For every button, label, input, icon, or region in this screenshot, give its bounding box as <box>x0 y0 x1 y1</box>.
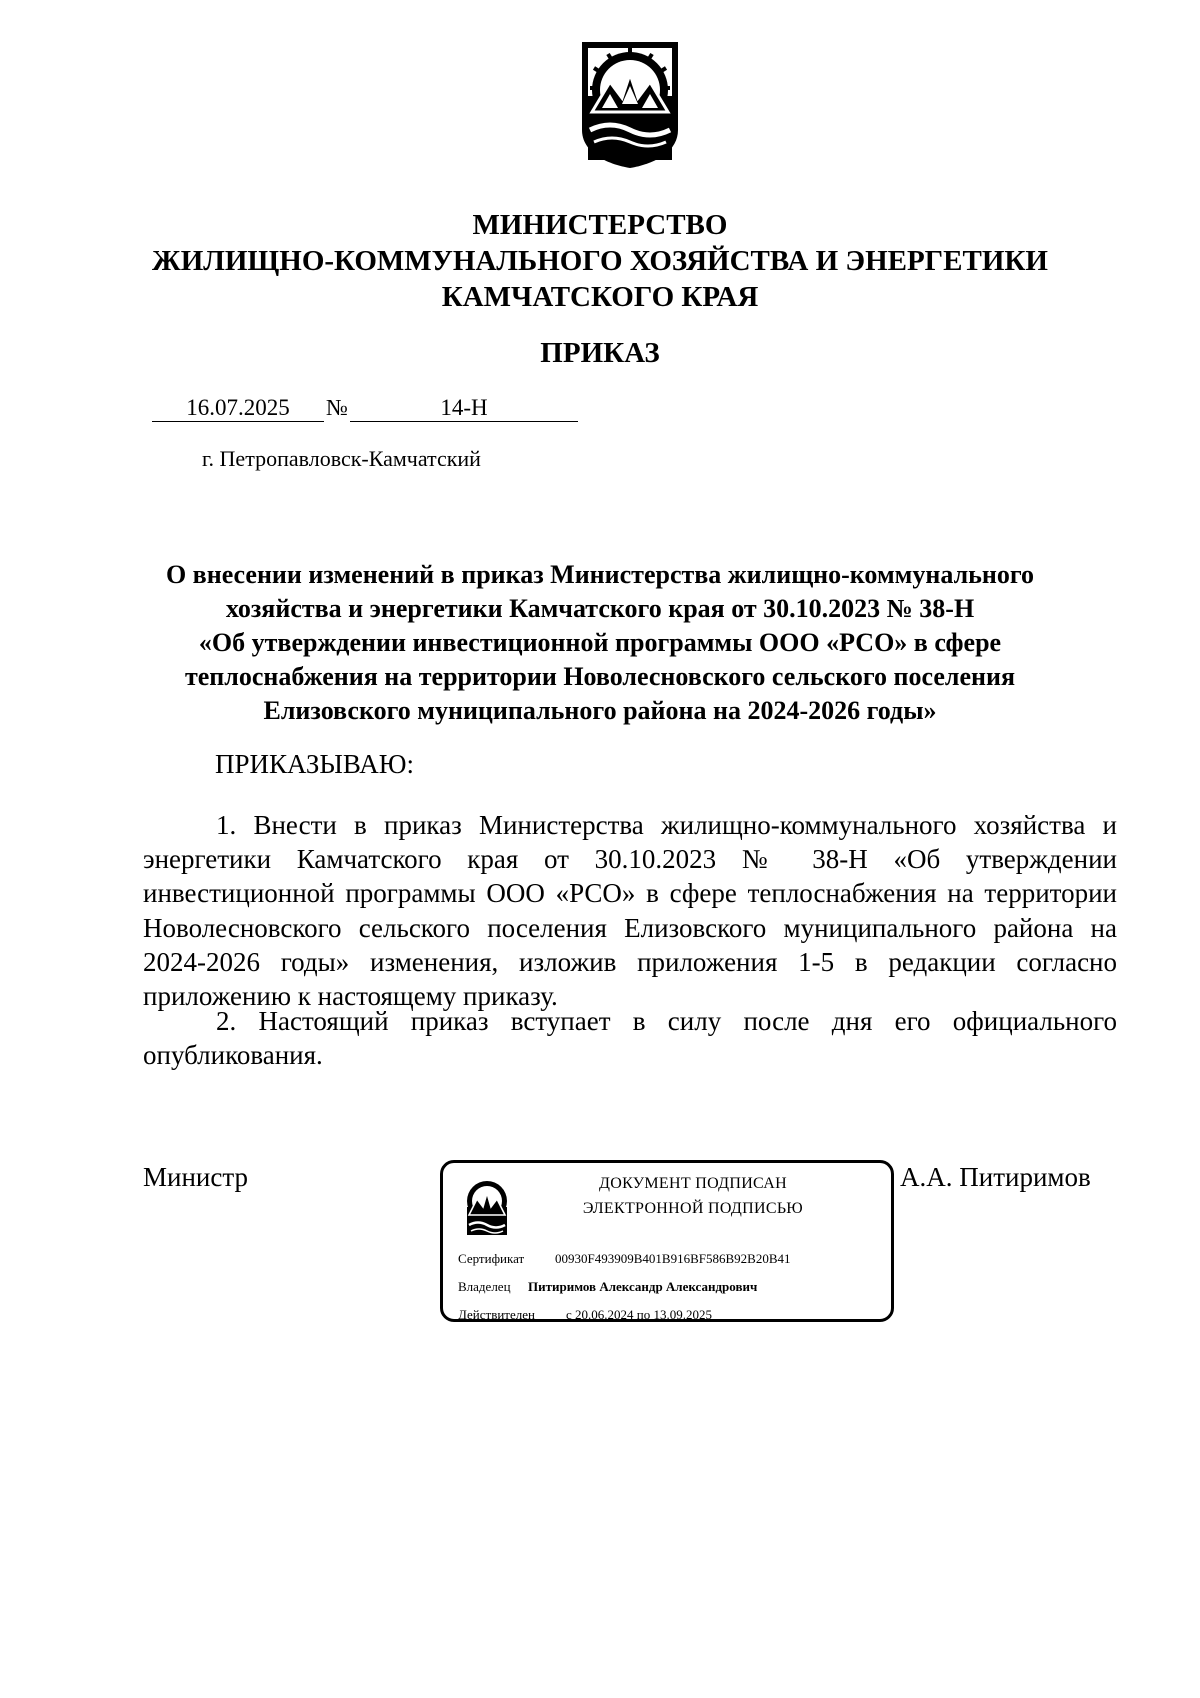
owner-row <box>458 1277 757 1297</box>
document-date: 16.07.2025 <box>152 395 324 422</box>
ministry-name-line-3: КАМЧАТСКОГО КРАЯ <box>441 281 759 313</box>
ministry-name-line-2: ЖИЛИЩНО-КОММУНАЛЬНОГО ХОЗЯЙСТВА И ЭНЕРГЕТИКИ <box>152 245 1048 277</box>
order-word: ПРИКАЗЫВАЮ: <box>215 749 414 779</box>
validity-value: с 20.06.2024 по 13.09.2025 <box>566 1307 712 1322</box>
validity-row <box>458 1305 712 1325</box>
owner-label: Владелец <box>458 1279 511 1294</box>
owner-value: Питиримов Александр Александрович <box>528 1279 758 1294</box>
ministry-name-line-1: МИНИСТЕРСТВО <box>472 209 728 241</box>
validity-label: Действителен <box>458 1307 535 1322</box>
city-name: г. Петропавловск-Камчатский <box>202 446 481 471</box>
document-title <box>130 558 1070 728</box>
certificate-label: Сертификат <box>458 1251 525 1266</box>
kamchatka-coat-of-arms-icon <box>578 38 682 170</box>
date-number-line <box>152 393 578 423</box>
number-sign: № <box>326 395 348 420</box>
title-line: хозяйства и энергетики Камчатского края от 30.10.2023 № 38-Н <box>225 594 975 623</box>
electronic-signature-stamp <box>440 1160 894 1322</box>
certificate-value: 00930F493909B401B916BF586B92B20B41 <box>555 1251 791 1266</box>
document-type: ПРИКАЗ <box>540 337 660 369</box>
stamp-title-line-2: ЭЛЕКТРОННОЙ ПОДПИСЬЮ <box>582 1200 804 1217</box>
stamp-title-line-1: ДОКУМЕНТ ПОДПИСАН <box>599 1175 787 1192</box>
title-line: «Об утверждении инвестиционной программы ООО «РСО» в сфере <box>198 628 1002 657</box>
signatory-name: А.А. Питиримов <box>900 1162 1091 1192</box>
title-line: Елизовского муниципального района на 2024-2026 годы» <box>263 696 937 725</box>
paragraph-2: 2. Настоящий приказ вступает в силу после дня его официального опубликования. <box>143 1006 1117 1071</box>
title-line: теплоснабжения на территории Новолесновского сельского поселения <box>184 662 1016 691</box>
certificate-row <box>458 1249 791 1269</box>
signatory-position: Министр <box>143 1162 248 1192</box>
document-number: 14-Н <box>350 395 578 422</box>
title-line: О внесении изменений в приказ Министерства жилищно-коммунального <box>165 560 1035 589</box>
paragraph-1: 1. Внести в приказ Министерства жилищно-коммунального хозяйства и энергетики Камчатского края от 30.10.2023 № 38-Н «Об утверждении инвестиционной программы ООО «РСО» в сфере теплоснабжения на территории Новолесновского сельского поселения Елизовского муниципального района на 2024-2026 годы» изменения, изложив приложения 1-5 в редакции согласно приложению к настоящему приказу. <box>143 810 1117 1012</box>
kamchatka-emblem-icon <box>463 1177 511 1239</box>
